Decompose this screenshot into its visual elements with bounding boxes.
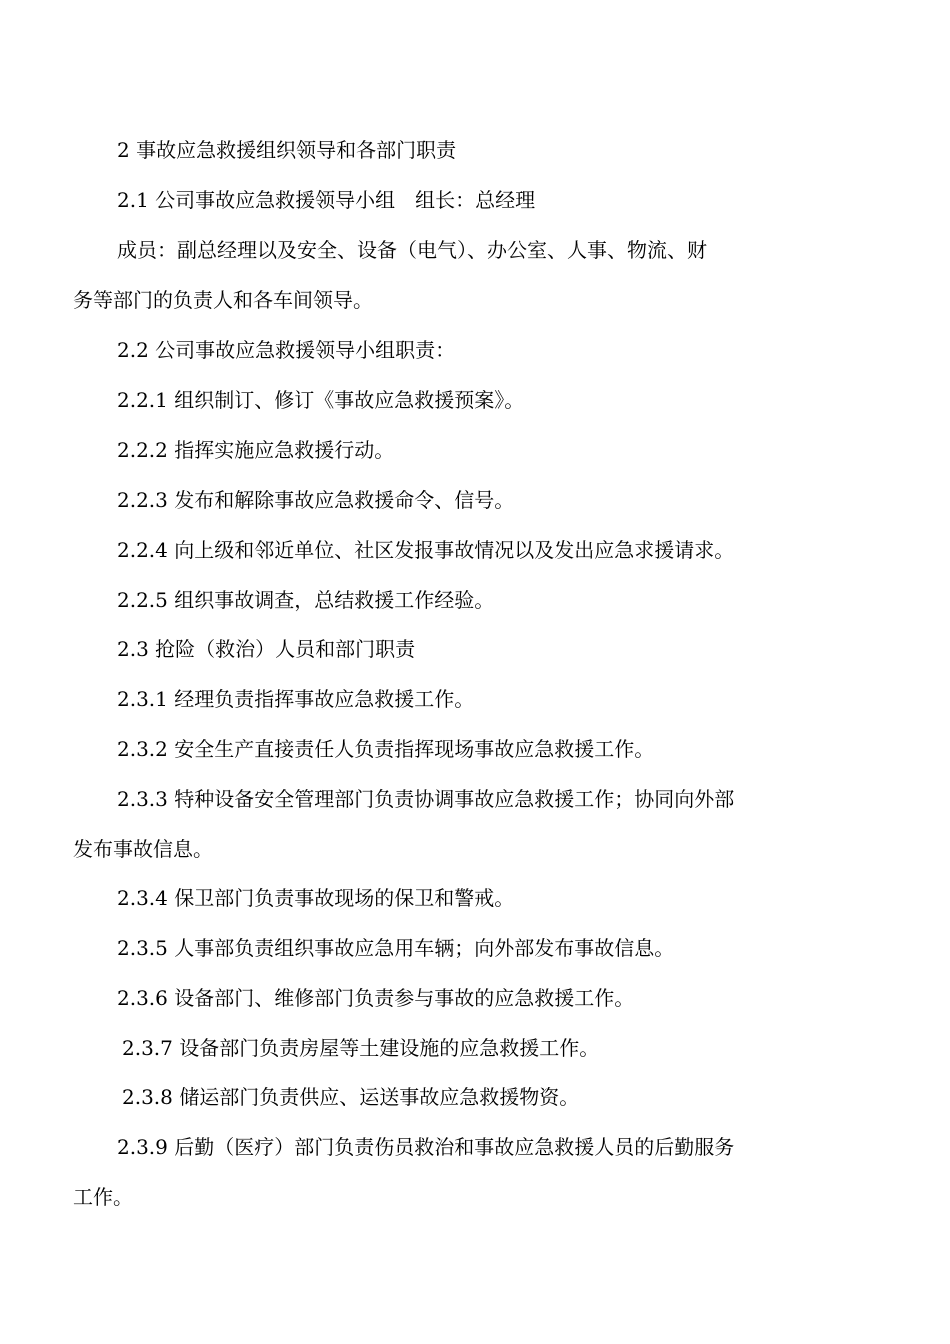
item-2-2-4: 2.2.4 向上级和邻近单位、社区发报事故情况以及发出应急求援请求。 — [117, 538, 735, 562]
section-2-heading: 2 事故应急救援组织领导和各部门职责 — [117, 138, 457, 162]
item-2-3-4: 2.3.4 保卫部门负责事故现场的保卫和警戒。 — [117, 886, 515, 910]
item-2-3-3-first-line: 2.3.3 特种设备安全管理部门负责协调事故应急救援工作；协同向外部 — [117, 787, 735, 811]
item-2-3-9-first-line: 2.3.9 后勤（医疗）部门负责伤员救治和事故应急救援人员的后勤服务 — [117, 1135, 735, 1159]
item-2-1: 2.1 公司事故应急救援领导小组 组长：总经理 — [117, 188, 536, 212]
item-2-3-1: 2.3.1 经理负责指挥事故应急救援工作。 — [117, 687, 475, 711]
members-line-2: 务等部门的负责人和各车间领导。 — [73, 288, 373, 312]
item-2-2-1: 2.2.1 组织制订、修订《事故应急救援预案》。 — [117, 388, 525, 412]
item-2-3-8: 2.3.8 储运部门负责供应、运送事故应急救援物资。 — [122, 1085, 580, 1109]
item-2-3-2: 2.3.2 安全生产直接责任人负责指挥现场事故应急救援工作。 — [117, 737, 655, 761]
members-line-1: 成员：副总经理以及安全、设备（电气）、办公室、人事、物流、财 — [117, 238, 707, 262]
item-2-3-3-second-line: 发布事故信息。 — [73, 837, 213, 861]
item-2-3-6: 2.3.6 设备部门、维修部门负责参与事故的应急救援工作。 — [117, 986, 635, 1010]
item-2-2-5: 2.2.5 组织事故调查，总结救援工作经验。 — [117, 588, 495, 612]
item-2-3-7: 2.3.7 设备部门负责房屋等土建设施的应急救援工作。 — [122, 1036, 600, 1060]
item-2-3-5: 2.3.5 人事部负责组织事故应急用车辆；向外部发布事故信息。 — [117, 936, 675, 960]
item-2-2: 2.2 公司事故应急救援领导小组职责： — [117, 338, 456, 362]
item-2-3-9-second-line: 工作。 — [73, 1185, 133, 1209]
item-2-2-2: 2.2.2 指挥实施应急救援行动。 — [117, 438, 395, 462]
item-2-2-3: 2.2.3 发布和解除事故应急救援命令、信号。 — [117, 488, 515, 512]
item-2-3: 2.3 抢险（救治）人员和部门职责 — [117, 637, 416, 661]
